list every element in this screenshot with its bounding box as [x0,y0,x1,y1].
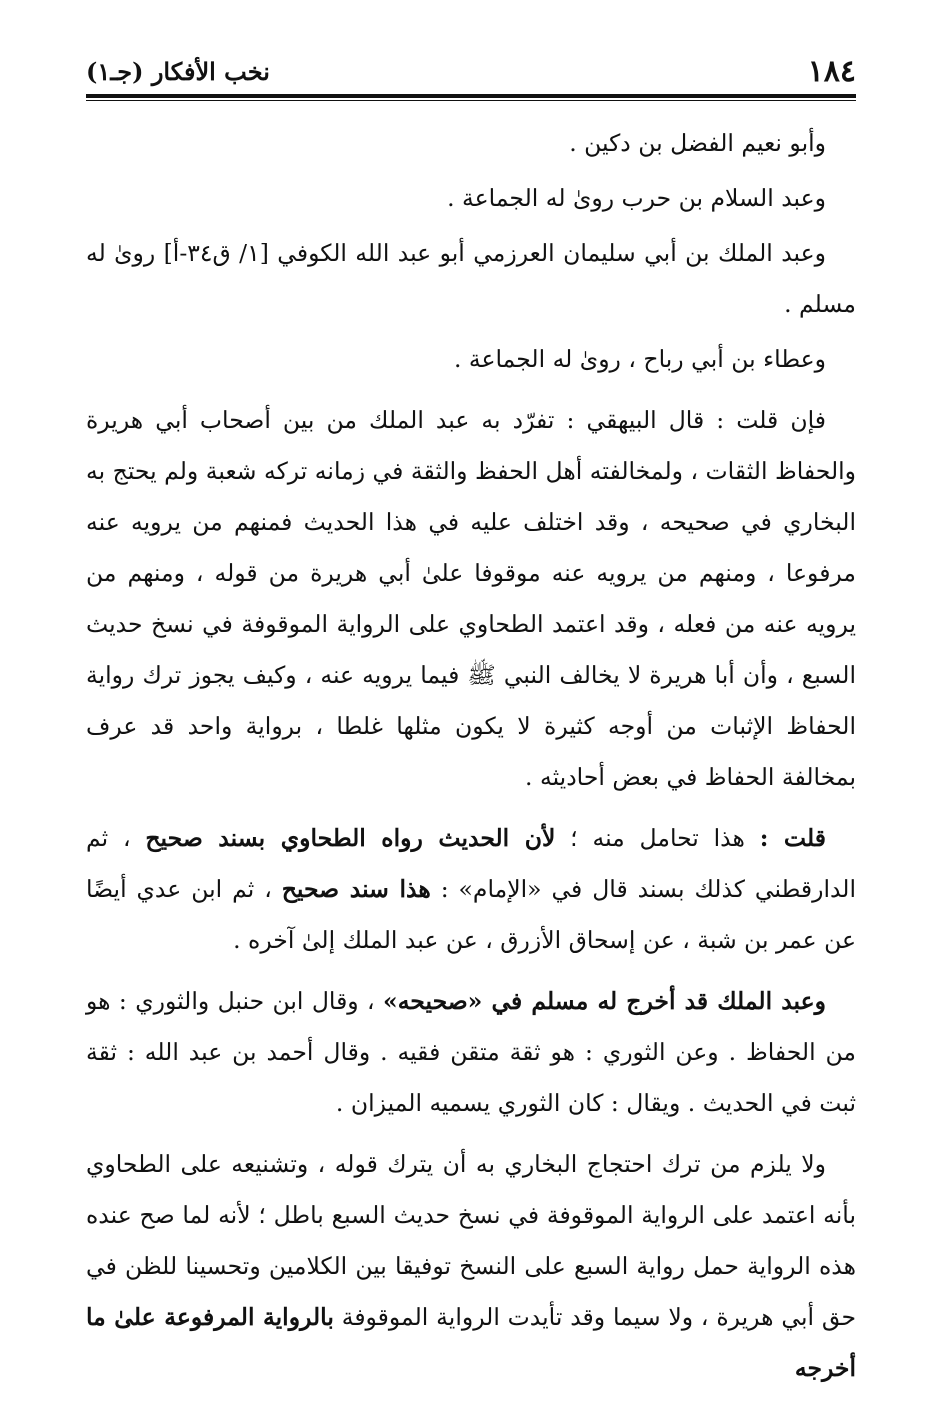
paragraph-narrator-ata: وعطاء بن أبي رباح ، روىٰ له الجماعة . [453,345,826,373]
paragraph-narrator-abd-al-salam: وعبد السلام بن حرب روىٰ له الجماعة . [447,184,826,212]
text-run: ولا يلزم من ترك احتجاج البخاري به أن يترك قوله ، وتشنيعه على الطحاوي بأنه اعتمد على الرواية الموقوفة في نسخ حديث السبع باطل ؛ لأنه لما صح عنده هذه الرواية حمل رواية السبع على النسخ توفيقا بين الكلامين وتحسينا للظن في حق أبي هريرة ، ولا سيما وقد تأيدت الرواية الموقوفة [86,1150,856,1331]
book-title: نخب الأفكار (جـ١) [86,57,270,86]
text-run: هذا تحامل منه ؛ [555,824,760,852]
page-header [86,52,856,92]
paragraph-narrator-abd-al-malik: وعبد الملك بن أبي سليمان العرزمي أبو عبد الله الكوفي [١/ ق٣٤-أ] روىٰ له مسلم . [86,239,856,318]
page-number: ١٨٤ [807,54,856,89]
paragraph-bukhari-argument [86,1139,856,1394]
paragraph-narrator-abu-nuaim: وأبو نعيم الفضل بن دكين . [569,129,826,157]
paragraph-abd-al-malik-muslim [86,976,856,1129]
text-run: ، وقال ابن حنبل والثوري : هو من الحفاظ . وعن الثوري : هو ثقة متقن فقيه . وقال أحمد بن عبد الله : ثقة ثبت في الحديث . ويقال : كان الثوري يسميه الميزان . [86,987,856,1117]
paragraph-response [86,813,856,966]
bold-phrase: بالرواية المرفوعة علىٰ ما أخرجه [86,1303,856,1382]
text-run: ، ثم الدارقطني كذلك بسند قال في «الإمام» : [86,824,856,903]
bold-phrase: هذا سند صحيح [281,875,431,903]
bold-phrase: وعبد الملك قد أخرج له مسلم في «صحيحه» [383,987,826,1015]
header-rule-thick [86,94,856,98]
text-run: ، ثم ابن عدي أيضًا عن عمر بن شبة ، عن إسحاق الأزرق ، عن عبد الملك إلىٰ آخره . [86,875,856,954]
bold-phrase: قلت : [759,824,826,852]
bold-phrase: لأن الحديث رواه الطحاوي بسند صحيح [145,824,556,852]
header-rule-thin [86,100,856,101]
paragraph-objection-bayhaqi: فإن قلت : قال البيهقي : تفرّد به عبد الملك من بين أصحاب أبي هريرة والحفاظ الثقات ، ولمخالفته أهل الحفظ والثقة في زمانه تركه شعبة ولم يحتج به البخاري في صحيحه ، وقد اختلف عليه في هذا الحديث فمنهم من يرويه عنه مرفوعا ، ومنهم من يرويه عنه موقوفا علىٰ أبي هريرة من قوله ، ومنهم من يرويه عنه من فعله ، وقد اعتمد الطحاوي على الرواية الموقوفة في نسخ حديث السبع ، وأن أبا هريرة لا يخالف النبي ﷺ فيما يرويه عنه ، وكيف يجوز ترك رواية الحفاظ الإثبات من أوجه كثيرة لا يكون مثلها غلطا ، برواية واحد قد عرف بمخالفة الحفاظ في بعض أحاديثه . [86,406,856,791]
body-text [86,118,856,1404]
